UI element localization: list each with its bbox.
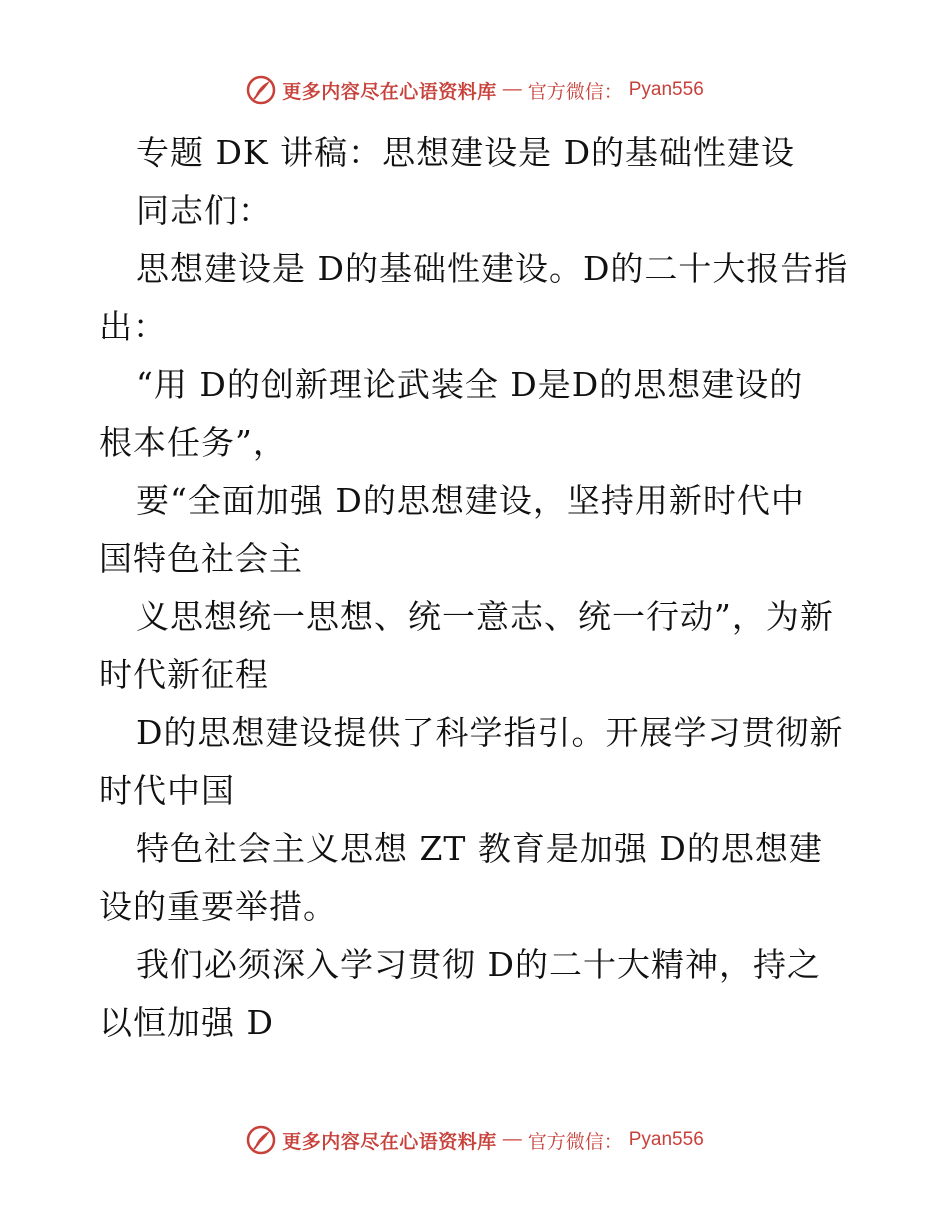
salutation: 同志们： bbox=[136, 191, 272, 230]
watermark-dash: — bbox=[502, 1129, 522, 1150]
paragraph-line: 思想建设是 D的基础性建设。D的二十大报告指 bbox=[136, 249, 849, 288]
watermark-wechat-id: Pyan556 bbox=[628, 1129, 704, 1150]
header-watermark bbox=[0, 70, 950, 110]
paragraph-line: 义思想统一思想、统一意志、统一行动”，为新 bbox=[136, 597, 834, 636]
footer-watermark bbox=[0, 1120, 950, 1160]
document-body bbox=[99, 124, 859, 1052]
paragraph-line: 特色社会主义思想 ZT 教育是加强 D的思想建 bbox=[136, 829, 823, 868]
feather-logo-icon bbox=[246, 1125, 276, 1155]
document-title: 专题 DK 讲稿：思想建设是 D的基础性建设 bbox=[136, 133, 796, 172]
paragraph-line: 时代中国 bbox=[99, 771, 235, 810]
paragraph-line: 根本任务”， bbox=[99, 423, 287, 462]
watermark-title: 更多内容尽在心语资料库 bbox=[282, 80, 497, 103]
paragraph-line: 出： bbox=[99, 307, 167, 346]
watermark-wechat-label: 官方微信： bbox=[527, 80, 623, 103]
paragraph-line: 要“全面加强 D的思想建设，坚持用新时代中 bbox=[136, 481, 805, 520]
watermark-wechat-id: Pyan556 bbox=[628, 79, 704, 100]
paragraph-line: 时代新征程 bbox=[99, 655, 269, 694]
watermark-dash: — bbox=[502, 79, 522, 100]
paragraph-line: 我们必须深入学习贯彻 D的二十大精神，持之 bbox=[136, 945, 821, 984]
paragraph-line: 国特色社会主 bbox=[99, 539, 303, 578]
paragraph-line: D的思想建设提供了科学指引。开展学习贯彻新 bbox=[136, 713, 844, 752]
paragraph-line: 设的重要举措。 bbox=[99, 887, 337, 926]
paragraph-line: 以恒加强 D bbox=[99, 1003, 274, 1042]
paragraph-line: “用 D的创新理论武装全 D是D的思想建设的 bbox=[136, 365, 804, 404]
feather-logo-icon bbox=[246, 75, 276, 105]
watermark-wechat-label: 官方微信： bbox=[527, 1130, 623, 1153]
watermark-title: 更多内容尽在心语资料库 bbox=[282, 1130, 497, 1153]
